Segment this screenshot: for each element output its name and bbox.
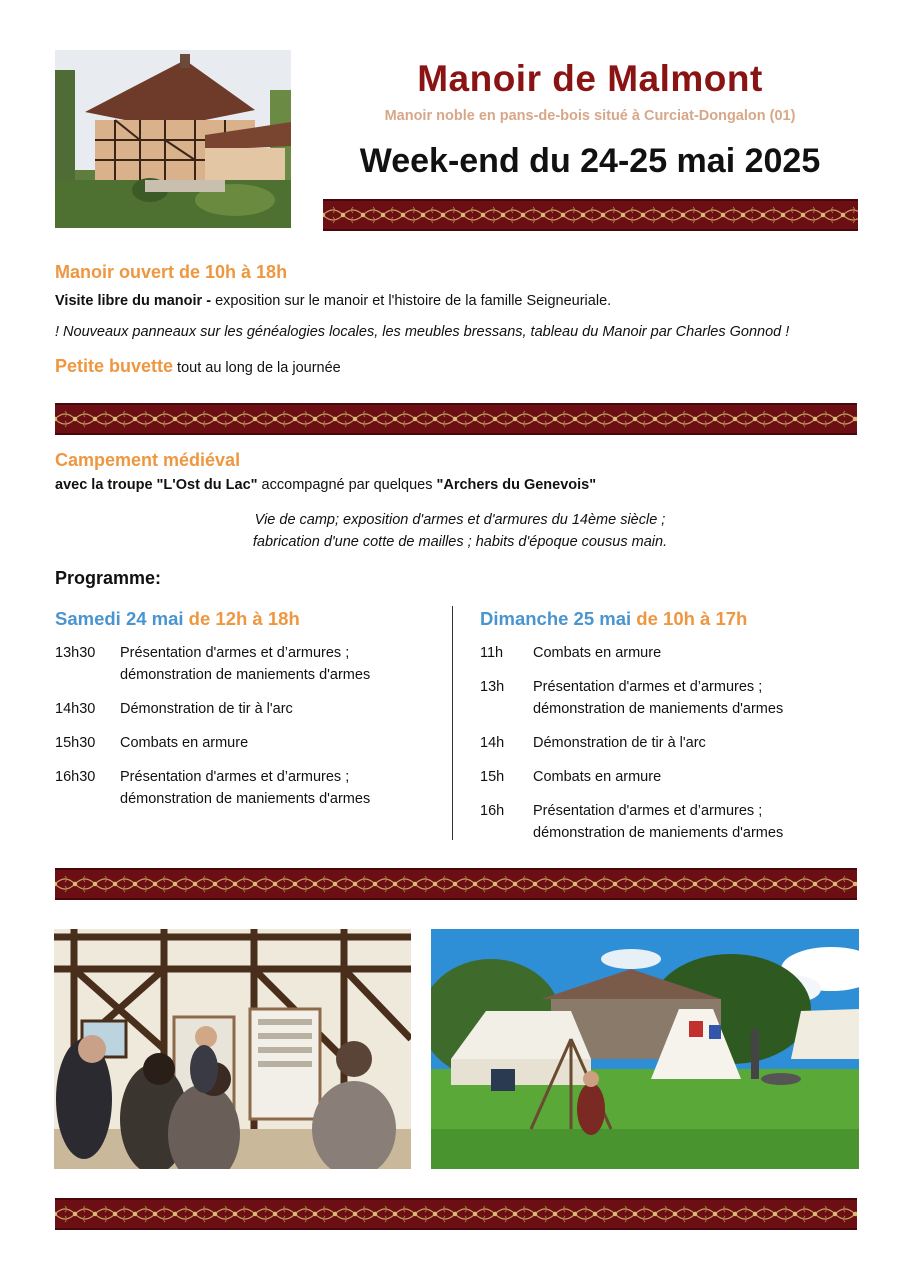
schedule-time: 14h xyxy=(480,735,505,751)
visit-bold-label: Visite libre du manoir - xyxy=(55,293,212,309)
saturday-schedule xyxy=(55,608,445,822)
manoir-open-hours: Manoir ouvert de 10h à 18h xyxy=(55,262,288,282)
schedule-item xyxy=(55,642,445,686)
page-subtitle: Manoir noble en pans-de-bois situé à Curciat-Dongalon (01) xyxy=(384,108,796,124)
activity-line: démonstration de maniements d'armes xyxy=(533,825,784,841)
saturday-list xyxy=(55,642,445,810)
schedule-time: 16h30 xyxy=(55,769,96,785)
buvette-line xyxy=(55,356,875,377)
schedule-activity xyxy=(533,642,870,664)
schedule-item xyxy=(55,766,445,810)
buvette-text: tout au long de la journée xyxy=(173,360,341,376)
schedule-time: 16h xyxy=(480,803,505,819)
schedule-time: 13h30 xyxy=(55,645,96,661)
activity-line: Combats en armure xyxy=(533,769,662,785)
schedule-activity xyxy=(533,732,870,754)
medieval-camp-photo xyxy=(431,929,859,1169)
activity-line: Démonstration de tir à l'arc xyxy=(120,701,293,717)
activity-line: Présentation d'armes et d’armures ; xyxy=(533,679,763,695)
activity-line: Combats en armure xyxy=(533,645,662,661)
manoir-section xyxy=(55,262,875,377)
visit-description xyxy=(55,293,875,309)
ornamental-band-top xyxy=(323,199,858,231)
camp-title: Campement médiéval xyxy=(55,450,241,470)
activity-line: démonstration de maniements d'armes xyxy=(120,667,371,683)
activity-line: Combats en armure xyxy=(120,735,249,751)
saturday-heading xyxy=(55,608,445,630)
troupe-line xyxy=(55,477,865,493)
activity-line: Présentation d'armes et d’armures ; xyxy=(533,803,763,819)
schedule-item xyxy=(480,732,870,754)
camp-description xyxy=(55,509,865,553)
schedule-activity xyxy=(533,800,870,844)
schedule-time: 15h30 xyxy=(55,735,96,751)
schedule-item xyxy=(480,766,870,788)
troupe-middle: accompagné par quelques xyxy=(257,477,437,493)
schedule-item xyxy=(480,676,870,720)
sunday-heading xyxy=(480,608,870,630)
schedule-time: 11h xyxy=(480,645,504,661)
ornamental-band-bottom xyxy=(55,1198,857,1230)
schedule-divider xyxy=(452,606,453,840)
saturday-hours: de 12h à 18h xyxy=(183,608,300,629)
schedule-item xyxy=(55,698,445,720)
activity-line: Présentation d'armes et d’armures ; xyxy=(120,645,350,661)
camp-desc-line-1: Vie de camp; exposition d'armes et d'armures du 14ème siècle ; xyxy=(254,512,666,528)
schedule-activity xyxy=(533,766,870,788)
schedule-item xyxy=(480,642,870,664)
activity-line: démonstration de maniements d'armes xyxy=(533,701,784,717)
schedule-activity xyxy=(120,732,445,754)
camp-section xyxy=(55,450,865,553)
schedule-activity xyxy=(120,698,445,720)
programme-label: Programme: xyxy=(55,568,162,588)
exhibition-interior-photo xyxy=(54,929,411,1169)
sunday-schedule xyxy=(480,608,870,856)
sunday-hours: de 10h à 17h xyxy=(631,608,748,629)
schedule-activity xyxy=(533,676,870,720)
schedule-time: 15h xyxy=(480,769,505,785)
page-title: Manoir de Malmont xyxy=(417,58,763,99)
camp-desc-line-2: fabrication d'une cotte de mailles ; habits d'époque cousus main. xyxy=(252,534,668,550)
activity-line: Présentation d'armes et d’armures ; xyxy=(120,769,350,785)
schedule-item xyxy=(480,800,870,844)
schedule-time: 13h xyxy=(480,679,505,695)
troupe-prefix: avec la troupe xyxy=(55,477,157,493)
troupe-name: "L'Ost du Lac" xyxy=(156,477,258,493)
new-panels-note: ! Nouveaux panneaux sur les généalogies locales, les meubles bressans, tableau du Manoir par Charles Gonnod ! xyxy=(55,324,790,340)
buvette-title: Petite buvette xyxy=(55,356,174,376)
schedule-item xyxy=(55,732,445,754)
archers-name: "Archers du Genevois" xyxy=(436,477,597,493)
sunday-day: Dimanche 25 mai xyxy=(480,608,632,629)
activity-line: Démonstration de tir à l'arc xyxy=(533,735,706,751)
activity-line: démonstration de maniements d'armes xyxy=(120,791,371,807)
manor-photo xyxy=(55,50,291,228)
ornamental-band-1 xyxy=(55,403,857,435)
sunday-list xyxy=(480,642,870,844)
saturday-day: Samedi 24 mai xyxy=(55,608,184,629)
schedule-activity xyxy=(120,766,445,810)
ornamental-band-2 xyxy=(55,868,857,900)
event-date-heading: Week-end du 24-25 mai 2025 xyxy=(359,142,821,180)
visit-text: exposition sur le manoir et l'histoire de la famille Seigneuriale. xyxy=(211,293,612,309)
schedule-time: 14h30 xyxy=(55,701,96,717)
schedule-activity xyxy=(120,642,445,686)
